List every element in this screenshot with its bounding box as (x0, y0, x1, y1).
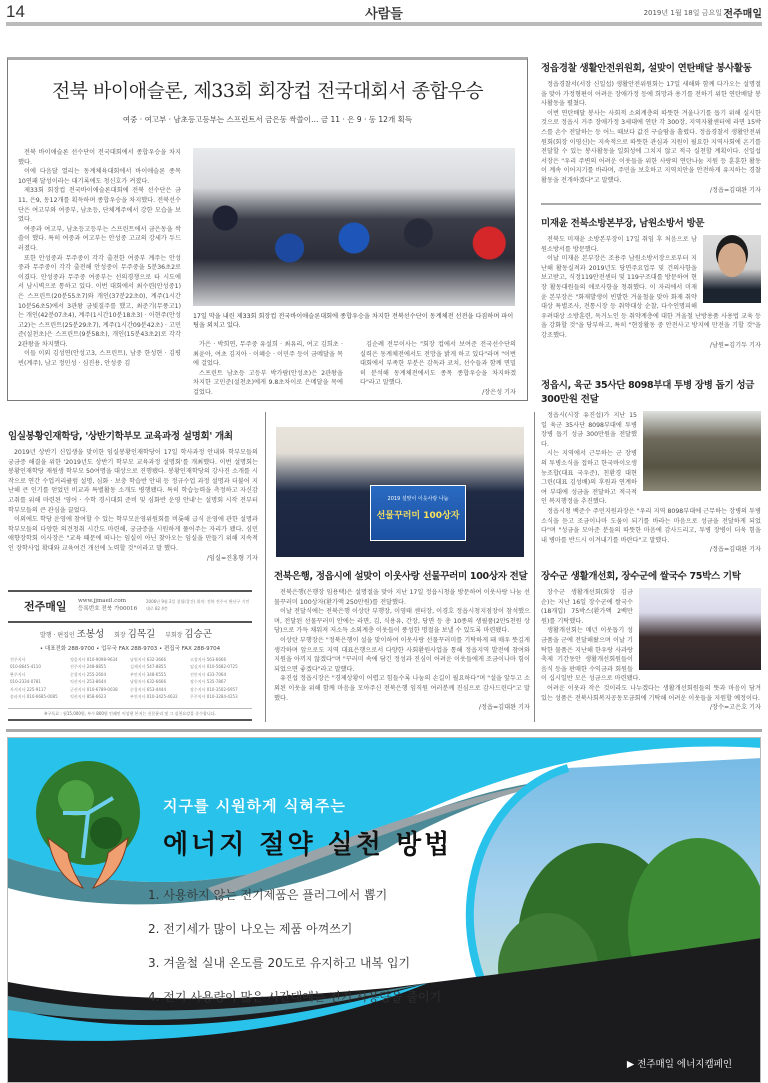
paragraph: 이날 전달식에는 전북은행 이상탄 부행장, 이영태 센터장, 이경호 정읍시청지점장이 참석했으며, 전달된 선물꾸러미 안에는 라면, 김, 식용유, 간장, 당면 등 총 10종의 생필품(2만5천원 상당)으로 가득 채워져 저소득 소외계층 이웃들이 풍성한 명절을 보낼 수 있도록 마련됐다. (274, 608, 530, 635)
paragraph: 제33회 회장컵 전국바이애슬론대회에 전북 선수단은 금11, 은9, 동12개를 획득하며 종합우승을 차지했다. 전북선수단은 여고부와 여중부, 남초등, 단체계주에서 강한 모습을 보였다. (18, 187, 181, 224)
column-divider (534, 412, 535, 722)
staff-role: 부회장 (165, 632, 183, 639)
tip-item: 1. 사용하지 않는 전기제품은 플러그에서 뽑기 (148, 888, 388, 902)
paragraph: 2019년 상반기 신입생을 맞이한 임실봉황인재학당이 17일 학사과정 안내와 학부모들의 궁금증 해결을 위한 '2019년도 상반기 학부모 교육과정 설명회'를 개최했다. 이번 설명회는 봉황인재학당 재원생 학부모 50여명을 대상으로 진행됐다. 봉황인재학당의 강사진 소개를 시작으로 연간 수업커리큘럼 설명, 심화 · 보충 학습반 안내 등 정규수업 과정 설명과 더불어 지난해 큰 인기를 얻었던 비교과 특별활동 소개도 병행됐다. 특히 학습능력을 측정하고 자신감 고취를 위해 마련된 '영어 · 수학 경시대회 준비 및 심화반 운영 안내'는 설명회 시작 전부터 학부모들의 큰 관심을 끌었다. (8, 449, 258, 514)
energy-tips-list (148, 886, 441, 1022)
branch-entry: 사서지사 225-9117 (10, 686, 46, 692)
article-headline: 미재윤 전북소방본부장, 남원소방서 방문 (541, 218, 705, 229)
portrait-photo (703, 235, 761, 303)
page-number: 14 (6, 2, 25, 21)
imprint-logo: 전주매일 (24, 600, 67, 613)
issue-date: 2019년 1월 18일 금요일 (643, 9, 722, 17)
branch-entry: 무주지사 010-3284-4253 (190, 694, 238, 700)
branch-entry: 익산지사 858-6623 (70, 694, 106, 700)
staff-name: 김목길 (127, 629, 156, 640)
branch-entry: 순창지사 653-4444 (130, 686, 166, 692)
paragraph: 어려운 이웃과 작은 것이라도 나누겠다는 생활개선회원들의 뜻과 마음이 담겨 있는 성품은 전북사회복지공동모금회에 기탁해 어려운 이웃들을 지원할 예정이다. (541, 684, 761, 702)
paragraph: 정읍시(시장 유진섭)가 지난 15일 육군 35사단 8098부대에 투병 장병 돕기 성금 300만원을 전달했다. (541, 412, 637, 448)
website-url[interactable]: www.jjmaeil.com (78, 598, 127, 604)
article-bank-gift (274, 568, 530, 713)
branch-entry: 남원지사 632-6666 (130, 679, 166, 685)
branch-entry: 고창지사 563-6666 (190, 657, 226, 662)
staff-name: 김승곤 (184, 629, 212, 640)
feature-column-1 (18, 148, 181, 369)
section-title: 사람들 (365, 7, 403, 22)
article-jangsu-donation (541, 568, 761, 713)
article-army-donation (541, 377, 761, 555)
paragraph: 이들 이외 김성연(안성고3, 스프린트), 남중 한성현 · 김평빈(계주), 남고 정민성 · 심진용, 안성중 김 (18, 350, 181, 368)
byline: /정읍=김대완 기자 (709, 546, 761, 554)
team-group-photo (193, 148, 515, 306)
tip-item: 4. 전기 사용량이 많은 시간대에는 전기 사용량을 줄이기 (148, 990, 442, 1004)
paragraph: 유진섭 정읍시장은 "경제상황이 어렵고 힘들수록 나눔의 손길이 필요하다"며 "설을 앞두고 소외된 이웃을 위해 함께 마음을 모아주신 전북은행 임직원 여러분께 진심으로 감사드린다"고 말했다. (274, 675, 530, 702)
branch-entry: 진주지사 248-8855 (70, 664, 106, 670)
branch-list (10, 656, 250, 700)
branch-entry: 진안지사 433-7064 (190, 671, 226, 677)
energy-campaign-ad (7, 737, 761, 1083)
branch-entry: 송파지사 010-6685-0085 (10, 694, 58, 700)
header-rule (6, 22, 762, 26)
branch-entry: 정읍지사 010-9098-9634 (70, 657, 118, 662)
byline: /남원=김기두 기자 (709, 341, 761, 349)
paragraph: 이번 연탄배달 봉사는 사회적 소외계층의 따뜻한 겨울나기를 돕기 위해 실시한 것으로 정읍시 거주 장애가정 3세대에 연탄 각 300장, 지역자활센터에 라면 15박스를 손수 전달하는 등 어느 때보다 값진 구슬땀을 흘렸다. 정읍경찰서 생활안전위원회(회장 이영신)는 지속적으로 따뜻한 관심과 지원이 필요한 지역사회에 온기를 전달할 수 있는 봉사활동을 일회성에 그치지 않고 적극 실천할 계획이다. 신일섭 서장은 "우리 주변의 어려운 이웃들을 위한 사랑의 연탄나눔 지원 등 훈훈한 활동이 계속 이어지기를 바라며, 주민을 보호하고 지역치안을 안전하게 유지하는 경찰활동을 전개하겠다"고 말했다. (541, 109, 761, 184)
paragraph: 정읍시청 백준수 주민지원과장은 "우리 지역 8098부대에 근무하는 장병의 투병 소식을 듣고 조금이나마 도움이 되기를 바라는 마음으로 성금을 전달하게 되었다"며 "성금을 모아준 분들의 따뜻한 마음에 감사드리고, 투병 장병이 더욱 힘을 내 병마를 반드시 이겨내기를 바란다"고 말했다. (541, 507, 761, 544)
article-headline: 정읍시, 육군 35사단 8098부대 투병 장병 돕기 성금 300만원 전달 (541, 380, 755, 405)
byline: /정읍=김대완 기자 (709, 186, 761, 194)
article-imsil-academy (8, 428, 258, 563)
tip-item: 3. 겨울철 실내 온도를 20도로 유지하고 내복 입기 (148, 956, 411, 970)
branch-entry: 김제지사 547-8855 (130, 664, 166, 670)
feature-column-2 (193, 340, 343, 398)
paragraph: 장수군 생활개선회(회장 김금순)는 지난 16일 장수군에 쌀국수(18개입) 75박스(환가액 2백만원)를 기탁했다. (541, 589, 633, 625)
phone-numbers: • 대표전화 288-9700 • 업무국 FAX 288-9703 • 편집국 FAX 288-9704 (39, 646, 221, 652)
paragraph: 이외에도 학당 운영에 참여할 수 있는 학부모운영위원회를 비롯해 급식 운영에 관한 설명과 학부모들의 다양한 의견청취 시간도 마련해, 궁금증을 시원하게 풀어주는 자리가 됐다. 심민 애향장학회 이사장은 "교육 때문에 떠나는 임실이 아닌 찾아오는 임실을 만들기 위해 지속적인 장학사업 확대와 교육여건 개선에 노력할 것"이라고 말 했다. (8, 516, 258, 552)
byline: /장은성 기자 (482, 388, 516, 396)
column-divider (265, 412, 266, 722)
branch-entry: 부안지사 010-3425-4632 (130, 694, 178, 700)
paragraph: 전북도 미재윤 소방본부장이 17일 취임 후 처음으로 남원소방서를 방문했다. (541, 236, 697, 253)
imprint-url-block (78, 597, 137, 613)
branch-entry: 군산지사 010-6789-0038 (70, 686, 118, 692)
imprint-rule (8, 621, 252, 623)
branch-entry: 남원지사 632-3666 (130, 657, 166, 662)
divider (541, 203, 761, 205)
article-police-briquette (541, 60, 761, 195)
paragraph: 정읍경찰서(서장 신일섭) 생활안전위원회는 17일 새해와 함께 다가오는 설명절을 맞아 가정형편이 어려운 장애가정 등에 희망과 용기를 전하기 위한 연탄배달 봉사활동을 펼쳤다. (541, 81, 761, 108)
branch-entry: 010-8645-4110 (10, 664, 41, 670)
staff-role: 발행 · 편집인 (40, 632, 75, 639)
feature-subheadline: 여중 · 여고부 · 남초등고등부는 스프린트서 금은동 싹쓸이… 금 11 · 은 9 · 동 12개 획득 (122, 115, 413, 124)
byline: /임실=진홍형 기자 (206, 554, 258, 562)
paragraph: 시는 지역에서 근무하는 군 장병의 투병소식을 접하고 한국바이오생농조합(대표 국우준), 친환경 대현그린(대표 김성배)의 후원과 연계하여 부대에 성금을 전달하고 적극적인 복지행정을 추진했다. (541, 450, 637, 506)
branch-entry: 장수지사 535-7867 (190, 679, 226, 685)
paragraph: 여중과 여고부, 남초등고등부는 스프린트에서 금은동을 싹쓸이 했다. 특히 여중과 여고부는 안성중 고교의 강세가 두드러졌다. (18, 225, 181, 252)
branch-entry: 완주지사 (10, 671, 26, 677)
paragraph: 이에 다음달 열리는 동계체육대회에서 바이애슬론 종목 10연패 달성이라는 대기록에도 청신호가 켜졌다. (18, 168, 181, 185)
feature-article (7, 57, 528, 401)
paragraph: 또한 안성중과 무주중이 각각 출전한 여중부 계주는 안성중과 무주중이 각각 출전해 안성중이 무주중을 5분36초2로 이겼다. 안성중과 무주중 여중부는 선의경쟁으로 타 시도에서 남시벽으로 통하고 있다. 이번 대회에서 최수련(안성중1)은 스프린트(20분55초7)와 개인(37분22초0), 계주(1시간10분56초5)에서 3관왕 금빛질주를 했고, 최준기(무풍고1)는 개인(42분07초4), 계주(1시간10분18초3) · 이현주(안성고2)는 스프린트(25분29초7), 계주(1시간09분42초) · 고민준(설천초)은 스프린트(9분58초), 개인(15분43초2)로 각각 2관왕을 차지했다. (18, 254, 181, 348)
donation-banner (370, 485, 466, 541)
paragraph: 가은 · 박희연, 무주중 유설희 · 최유리, 여고 김희초 · 최윤아, 여초 김지아 · 이혜승 · 이민주 등이 금메달을 목에 걸었다. (193, 341, 343, 368)
article-headline: 전북은행, 정읍시에 설맞이 이웃사랑 선물꾸러미 100상자 전달 (274, 571, 528, 582)
newspaper-brand: 전주매일 (723, 9, 762, 20)
branch-entry: 임실지사 010-5682-0725 (190, 664, 238, 670)
paragraph: 이상탄 부행장은 "정북은행이 설을 맞이하여 이웃사랑 선물꾸러미를 기탁하게 돼 매우 뜻깊게 생각하며 앞으로도 지역 대표은행으로서 다양한 사회환원사업을 통해 정읍지역 발전에 참여와 지원을 아끼지 않겠다"며 "꾸러미 속에 담긴 정성과 진심이 어려운 이웃들에게 조금이나마 힘이 되었으면 좋겠다"라고 말했다. (274, 636, 530, 673)
campaign-label: ▶ 전주매일 에너지캠페인 (626, 1059, 732, 1070)
imprint-footer: ※구독료 : 월15,000원, 부수 800원 인쇄인 이상현 본지는 신문윤리 및 그 실천요강을 준수합니다. (8, 708, 252, 717)
branch-entry: 익산지사 253-8644 (70, 679, 106, 685)
byline: /장수=고은호 기자 (709, 704, 761, 712)
branch-entry: 전주지사 (10, 657, 26, 662)
branch-entry: 장수지사 010-3502-6957 (190, 686, 238, 692)
page-rule (6, 729, 762, 732)
staff-role: 회장 (114, 632, 126, 639)
paragraph: 김순례 전무이사는 "회장 컵에서 보여준 전국선수단의 실력은 동계체전에서도 전망을 밝게 하고 있다"라며 "이번 대회에서 부족한 부분은 감독과 코치, 선수들과 함께 면밀히 분석해 동계체전에서도 종목 종합우승을 차지하겠다"라고 말했다. (360, 341, 516, 387)
staff-line (8, 626, 252, 640)
ad-subtitle: 지구를 시원하게 식혀주는 (163, 797, 346, 815)
paragraph: 이날 미재윤 본부장은 조용주 남원소방서장으로부터 지난해 활동실적과 2019년도 당면주요업무 및 건의사항을 보고받고, 식정119안전센터 및 119구조대를 방문하여 현장 활동대원들의 애로사항을 청취했다. 이 자리에서 미재윤 본부장은 "화재발생이 빈발한 겨울철을 맞아 화재 취약대상 특별조사, 전통시장 등 취약대상 순찰, 다수인명피해 우려대상 소방훈련, 독거노인 등 취약계층에 대한 겨울철 난방용품 사용법 교육 등을 강화할 것"을 당부하고, 특히 "현장활동 중 안전사고 방지에 만전을 기할 것"을 강조했다. (541, 255, 761, 339)
bank-donation-photo (276, 427, 524, 557)
paragraph: 스프린트 남초등 고등부 박가람(안성초)은 2관왕을 차지한 고민준(설천초)에게 9.8초차이로 은메달을 목에 걸었다. (193, 369, 343, 396)
staff-name: 조봉성 (76, 629, 105, 640)
paragraph: 전북 바이애슬론 선수단이 전국대회에서 종합우승을 차지했다. (18, 149, 181, 166)
paragraph: 전북은행(은행장 임용택)은 설명절을 맞아 지난 17일 정읍시청을 방문하여 이웃사랑 나눔 선물꾸러미 100상자(환가액 250만원)를 전달했다. (274, 589, 530, 606)
banner-line-2: 선물꾸러미 100상자 (376, 511, 460, 521)
photo-caption: 17일 막을 내린 제33회 회장컵 전국바이애슬론대회에 종합우승을 차지한 전북선수단이 동계체전 선전을 다짐하며 파이팅을 외치고 있다. (193, 313, 514, 329)
feature-column-3 (360, 340, 516, 398)
article-fire-chief (541, 215, 761, 350)
article-headline: 정읍경찰 생활안전위원회, 설맞이 연탄배달 봉사활동 (541, 63, 752, 74)
registration-number: 등록번호 전북 가00016 (78, 606, 138, 612)
founding-info: 2006년 9월 2일 창립(창간) 위치: 전북 전주시 완산구 기린대로 82 4층 (146, 599, 250, 611)
ad-title: 에너지 절약 실천 방법 (163, 830, 453, 860)
branch-entry: 순창지사 255-2604 (70, 671, 106, 677)
byline: /정읍=김대완 기자 (478, 704, 530, 712)
newspaper-imprint (8, 590, 252, 721)
branch-entry: 010-2334-0781 (10, 679, 41, 685)
paragraph: 생활개선회는 매년 이웃돕기 성금품을 군에 전달해왔으며 이날 기탁한 물품은 지난해 한우랑 사과랑 축제 기간동안 생활개선회원들이 음식 등을 판매한 수익금과 회원들이 십시일반 모은 성금으로 마련됐다. (541, 627, 641, 683)
feature-headline: 전북 바이애슬론, 제33회 회장컵 전국대회서 종합우승 (51, 80, 484, 102)
article-headline: 임실봉황인재학당, '상반기학부모 교육과정 설명회' 개최 (8, 431, 233, 442)
tip-item: 2. 전기세가 많이 나오는 제품 아껴쓰기 (148, 922, 353, 936)
article-headline: 장수군 생활개선회, 장수군에 쌀국수 75박스 기탁 (541, 571, 741, 582)
donation-photo (639, 588, 761, 670)
soldiers-photo (643, 411, 761, 491)
branch-entry: 부안지사 348-6555 (130, 671, 166, 677)
banner-line-1: 2019 설맞이 이웃사랑 나눔 (387, 496, 449, 502)
